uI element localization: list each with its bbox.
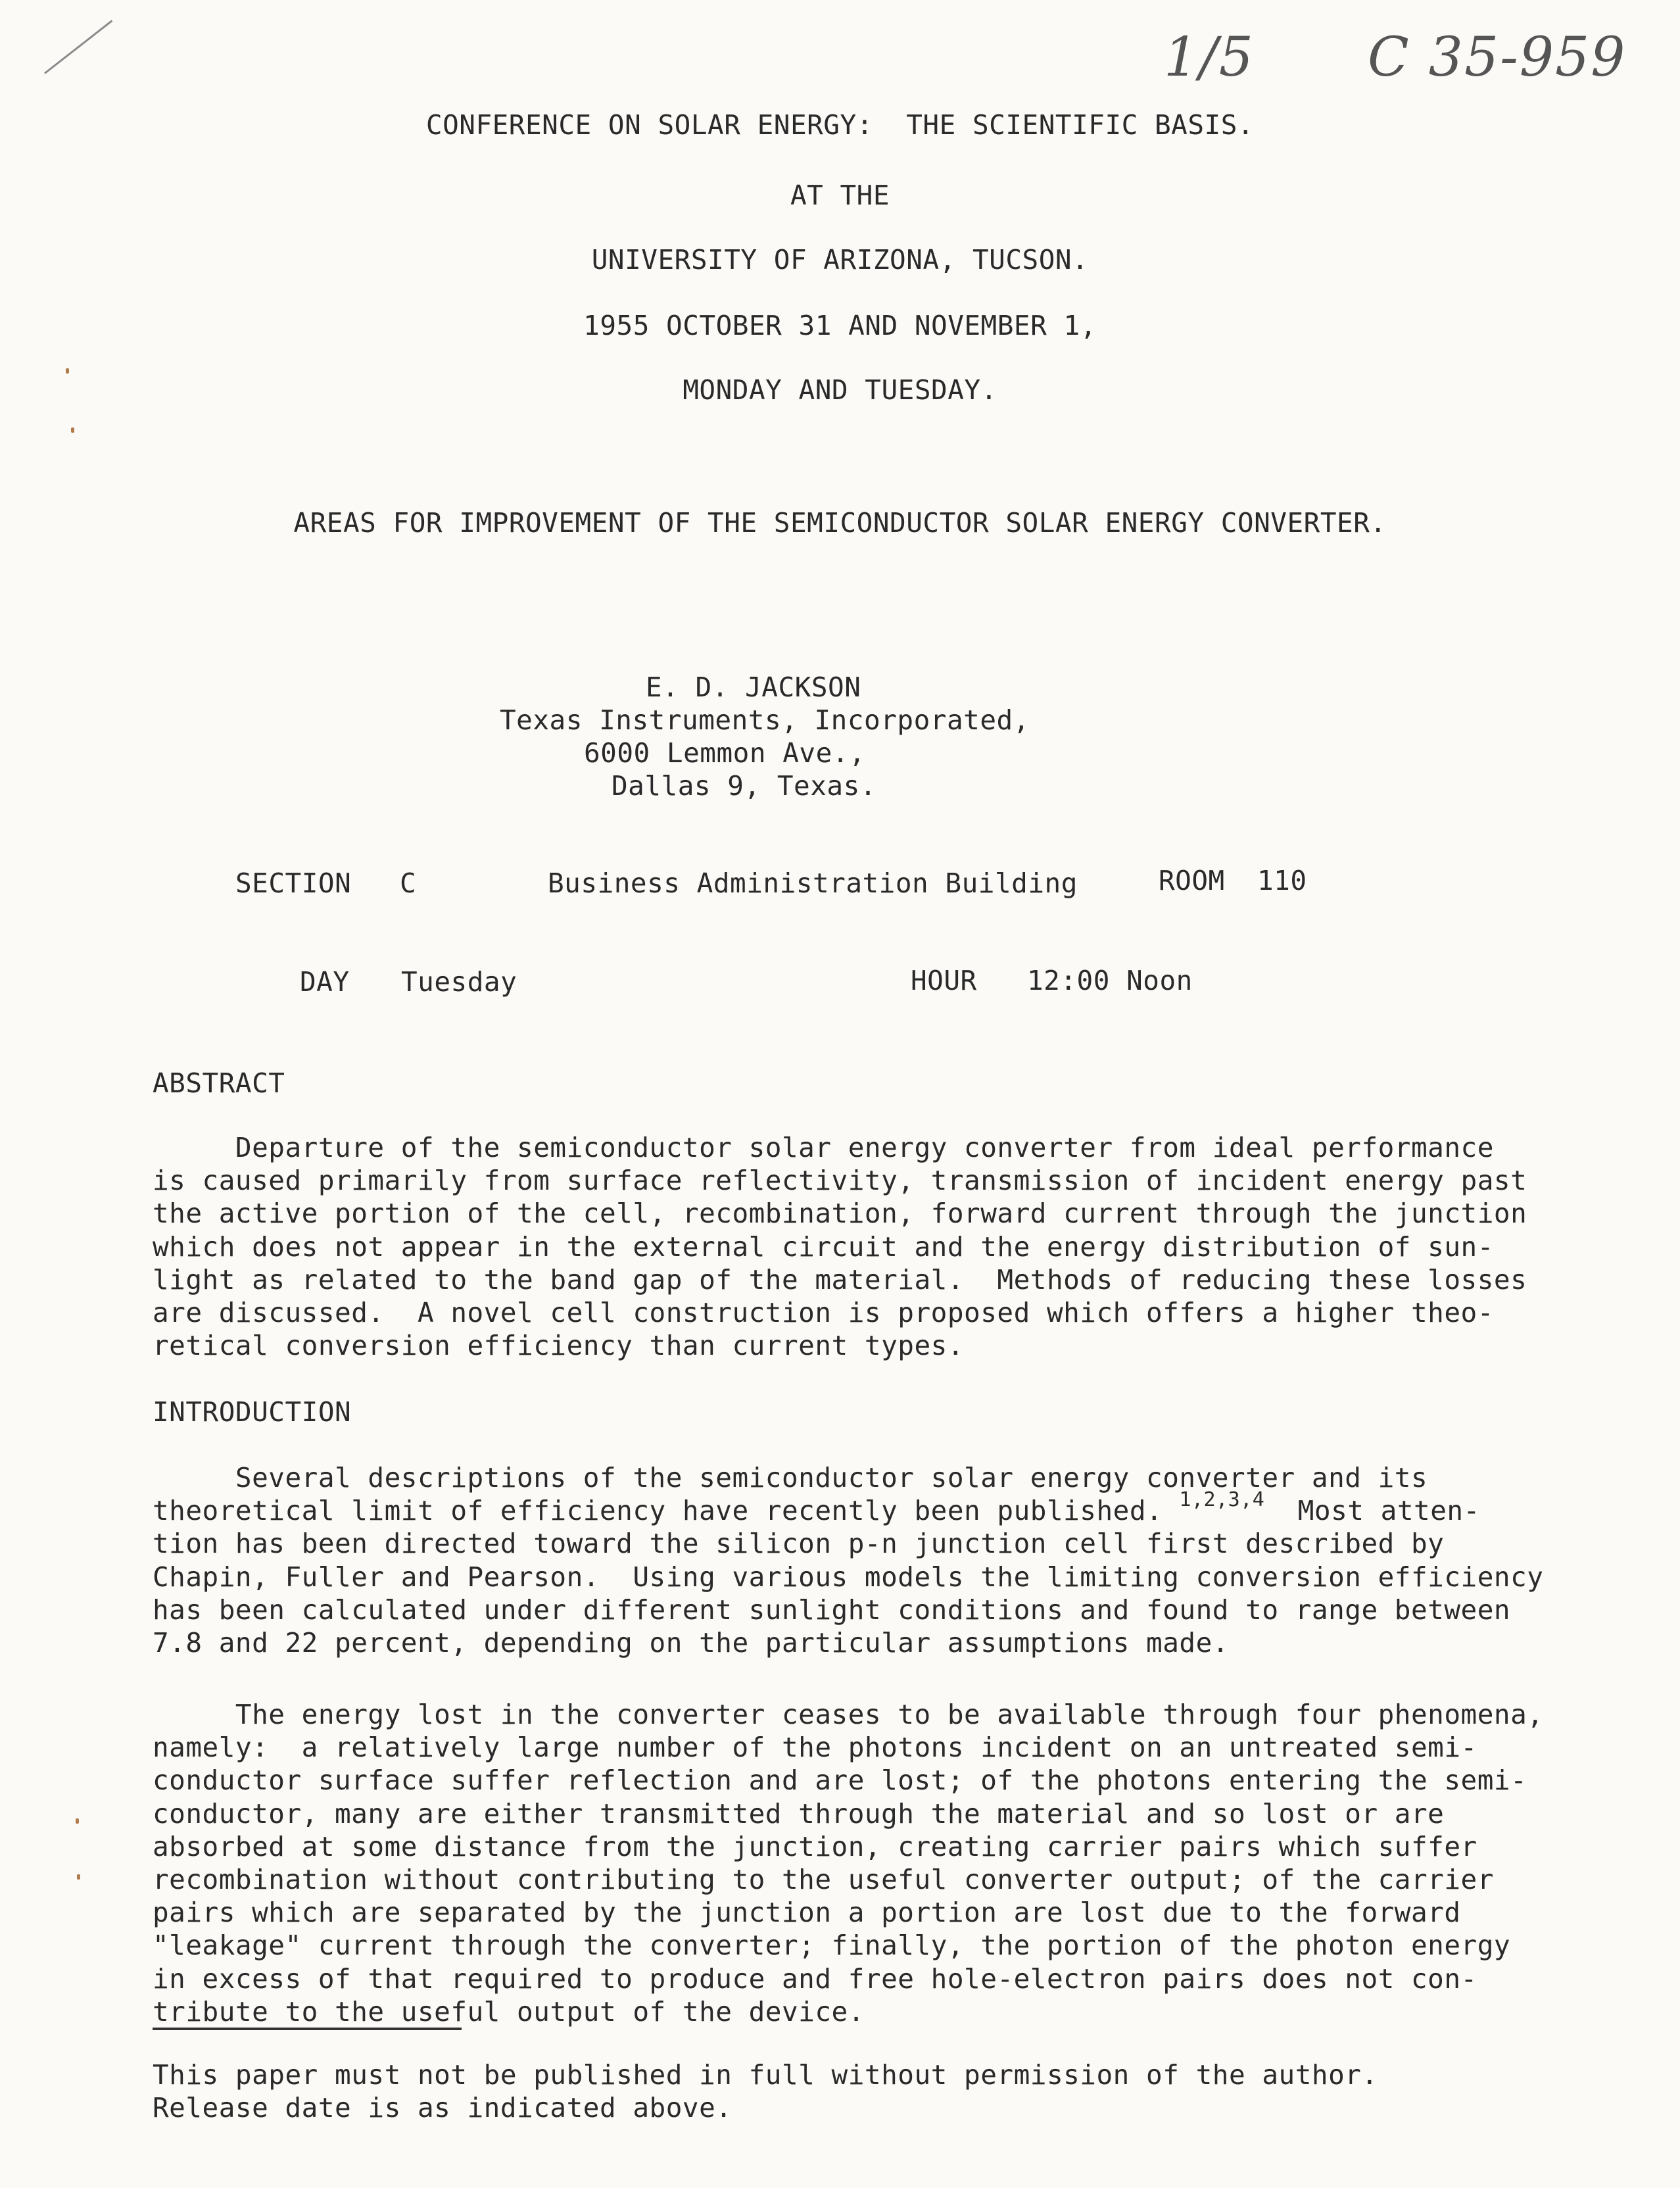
pencil-mark (44, 20, 112, 74)
footnote-line: Release date is as indicated above. (153, 2092, 732, 2124)
text-line: absorbed at some distance from the junction, creating carrier pairs which suffer (153, 1830, 1477, 1862)
footnote (153, 2058, 1553, 2124)
text-line: which does not appear in the external circuit and the energy distribution of sun- (153, 1230, 1494, 1263)
text-line: retical conversion efficiency than current types. (153, 1330, 965, 1362)
day-value: Tuesday (401, 966, 517, 998)
conference-days: MONDAY AND TUESDAY. (683, 374, 997, 406)
paper-speck (66, 368, 69, 374)
text-line: light as related to the band gap of the material. Methods of reducing these losses (153, 1263, 1527, 1296)
text-line: recombination without contributing to the useful converter output; of the carrier (153, 1864, 1494, 1896)
catalog-mark: C 35-959 (1368, 26, 1627, 89)
text-line: The energy lost in the converter ceases to be available through four phenomena, (153, 1699, 1544, 1730)
footnote-line: This paper must not be published in full without permission of the author. (153, 2059, 1378, 2091)
text-line: Chapin, Fuller and Pearson. Using various models the limiting conversion efficiency (153, 1561, 1544, 1593)
abstract-paragraph (153, 1131, 1553, 1362)
footnote-rule (153, 2028, 462, 2030)
page-mark: 1/5 (1164, 26, 1255, 89)
conference-at: AT THE (790, 180, 890, 211)
text-line: is caused primarily from surface reflectivity, transmission of incident energy past (153, 1165, 1527, 1197)
introduction-paragraph-2 (153, 1698, 1553, 2028)
text-segment: theoretical limit of efficiency have recently been published. (153, 1495, 1163, 1527)
text-line: Departure of the semiconductor solar energy converter from ideal performance (153, 1132, 1494, 1163)
paper-speck (71, 427, 74, 433)
author-name: E. D. JACKSON (646, 671, 861, 703)
abstract-heading: ABSTRACT (153, 1067, 285, 1099)
section-value: C (400, 867, 417, 899)
room-label: ROOM (1159, 865, 1225, 896)
text-line: namely: a relatively large number of the photons incident on an untreated semi- (153, 1732, 1477, 1764)
text-segment: Most atten- (1264, 1495, 1480, 1527)
text-line: in excess of that required to produce and free hole-electron pairs does not con- (153, 1962, 1477, 1995)
text-line: tribute to the useful output of the device. (153, 1995, 865, 2028)
text-line: conductor, many are either transmitted through the material and so lost or are (153, 1797, 1445, 1830)
introduction-heading: INTRODUCTION (153, 1396, 352, 1428)
hour-value: 12:00 Noon (1027, 965, 1193, 996)
text-line: has been calculated under different sunlight conditions and found to range between (153, 1593, 1511, 1626)
conference-venue: UNIVERSITY OF ARIZONA, TUCSON. (591, 244, 1089, 276)
paper-speck (77, 1874, 80, 1880)
text-line: Several descriptions of the semiconductor solar energy converter and its (153, 1462, 1428, 1494)
author-company: Texas Instruments, Incorporated, (500, 704, 1030, 736)
conference-dates: 1955 OCTOBER 31 AND NOVEMBER 1, (583, 310, 1097, 341)
paper-title: AREAS FOR IMPROVEMENT OF THE SEMICONDUCTOR SOLAR ENERGY CONVERTER. (293, 507, 1387, 539)
day-label: DAY (300, 966, 350, 998)
author-street: 6000 Lemmon Ave., (584, 737, 866, 769)
section-label: SECTION (235, 867, 352, 899)
introduction-paragraph-1 (153, 1461, 1553, 1659)
paper-speck (76, 1818, 79, 1824)
conference-title: CONFERENCE ON SOLAR ENERGY: THE SCIENTIFIC BASIS. (425, 109, 1255, 141)
hour-label: HOUR (911, 965, 977, 996)
text-line-with-references (153, 1488, 1553, 1527)
text-line: the active portion of the cell, recombination, forward current through the junction (153, 1198, 1527, 1230)
text-line: are discussed. A novel cell construction is proposed which offers a higher theo- (153, 1297, 1494, 1329)
text-line: 7.8 and 22 percent, depending on the particular assumptions made. (153, 1627, 1229, 1659)
author-city: Dallas 9, Texas. (612, 770, 876, 802)
room-value: 110 (1257, 865, 1307, 896)
text-line: pairs which are separated by the junction a portion are lost due to the forward (153, 1897, 1461, 1929)
text-line: tion has been directed toward the silicon p-n junction cell first described by (153, 1528, 1445, 1560)
reference-superscript: 1,2,3,4 (1179, 1488, 1265, 1512)
text-line: conductor surface suffer reflection and are lost; of the photons entering the semi- (153, 1764, 1527, 1797)
building-name: Business Administration Building (548, 867, 1078, 899)
text-line: "leakage" current through the converter; finally, the portion of the photon energy (153, 1930, 1511, 1962)
